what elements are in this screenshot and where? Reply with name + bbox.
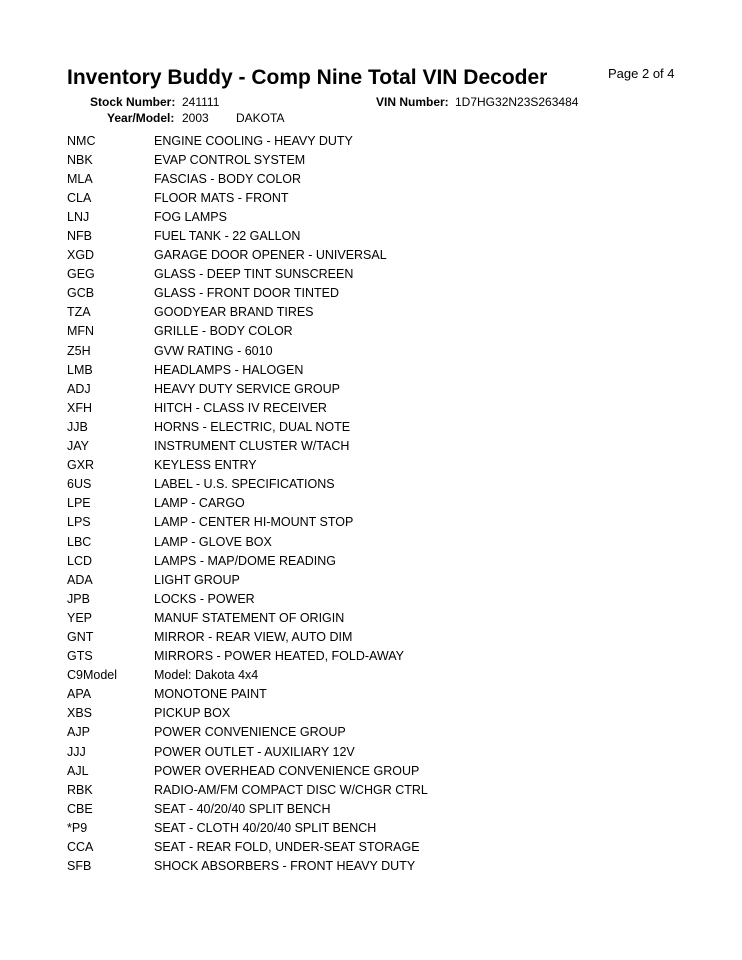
option-code: LCD	[67, 553, 93, 568]
option-code-list	[67, 131, 428, 876]
option-code: CCA	[67, 840, 94, 855]
option-code: GXR	[67, 458, 95, 473]
option-description: ENGINE COOLING - HEAVY DUTY	[154, 133, 353, 148]
option-description: LAMP - CARGO	[154, 496, 245, 511]
option-description: HEADLAMPS - HALOGEN	[154, 362, 304, 377]
option-code: MLA	[67, 171, 93, 186]
option-code: YEP	[67, 610, 93, 625]
option-row	[67, 265, 428, 284]
vin-number-label: VIN Number:	[376, 95, 449, 109]
option-description: LAMP - CENTER HI-MOUNT STOP	[154, 515, 354, 530]
option-code: CBE	[67, 801, 93, 816]
option-description: LAMP - GLOVE BOX	[154, 534, 272, 549]
option-description: HORNS - ELECTRIC, DUAL NOTE	[154, 419, 351, 434]
option-description: FLOOR MATS - FRONT	[154, 190, 289, 205]
option-description: GARAGE DOOR OPENER - UNIVERSAL	[154, 248, 387, 263]
option-description: RADIO-AM/FM COMPACT DISC W/CHGR CTRL	[154, 782, 428, 797]
option-row	[67, 475, 428, 494]
option-code: XBS	[67, 706, 93, 721]
option-row	[67, 799, 428, 818]
option-row	[67, 780, 428, 799]
option-code: LBC	[67, 534, 92, 549]
option-code: Z5H	[67, 343, 91, 358]
option-code: NMC	[67, 133, 96, 148]
option-code: NBK	[67, 152, 93, 167]
option-description: PICKUP BOX	[154, 706, 231, 721]
option-code: LNJ	[67, 209, 90, 224]
option-code: XGD	[67, 248, 95, 263]
option-row	[67, 589, 428, 608]
option-row	[67, 857, 428, 876]
option-row	[67, 761, 428, 780]
option-description: INSTRUMENT CLUSTER W/TACH	[154, 439, 350, 454]
option-description: MIRRORS - POWER HEATED, FOLD-AWAY	[154, 649, 405, 664]
option-row	[67, 666, 428, 685]
option-code: LPS	[67, 515, 91, 530]
option-description: GRILLE - BODY COLOR	[154, 324, 293, 339]
option-row	[67, 437, 428, 456]
option-row	[67, 341, 428, 360]
option-description: MONOTONE PAINT	[154, 687, 267, 702]
option-row	[67, 131, 428, 150]
option-code: MFN	[67, 324, 95, 339]
option-code: APA	[67, 687, 92, 702]
option-row	[67, 303, 428, 322]
option-description: SEAT - REAR FOLD, UNDER-SEAT STORAGE	[154, 840, 420, 855]
option-description: GVW RATING - 6010	[154, 343, 273, 358]
option-description: SEAT - 40/20/40 SPLIT BENCH	[154, 801, 331, 816]
option-code: JJB	[67, 419, 88, 434]
option-description: LIGHT GROUP	[154, 572, 240, 587]
option-code: NFB	[67, 229, 92, 244]
page-number: Page 2 of 4	[608, 66, 675, 81]
option-description: HEAVY DUTY SERVICE GROUP	[154, 381, 340, 396]
option-description: GLASS - DEEP TINT SUNSCREEN	[154, 267, 354, 282]
option-description: SHOCK ABSORBERS - FRONT HEAVY DUTY	[154, 859, 416, 874]
option-code: SFB	[67, 859, 92, 874]
option-row	[67, 322, 428, 341]
year-value: 2003	[182, 111, 209, 125]
option-code: CLA	[67, 190, 92, 205]
option-description: EVAP CONTROL SYSTEM	[154, 152, 306, 167]
option-row	[67, 818, 428, 837]
option-row	[67, 627, 428, 646]
option-description: GOODYEAR BRAND TIRES	[154, 305, 314, 320]
option-row	[67, 150, 428, 169]
model-value: DAKOTA	[236, 111, 285, 125]
option-code: XFH	[67, 400, 92, 415]
option-row	[67, 226, 428, 245]
document-title: Inventory Buddy - Comp Nine Total VIN Decoder	[67, 66, 548, 89]
option-code: AJP	[67, 725, 90, 740]
option-row	[67, 513, 428, 532]
option-code: JPB	[67, 591, 90, 606]
option-code: JAY	[67, 439, 89, 454]
vin-number-value: 1D7HG32N23S263484	[455, 95, 579, 109]
option-description: FOG LAMPS	[154, 209, 227, 224]
option-code: ADJ	[67, 381, 91, 396]
option-description: SEAT - CLOTH 40/20/40 SPLIT BENCH	[154, 820, 377, 835]
option-description: POWER OVERHEAD CONVENIENCE GROUP	[154, 763, 420, 778]
option-description: Model: Dakota 4x4	[154, 668, 259, 683]
option-code: ADA	[67, 572, 93, 587]
option-code: AJL	[67, 763, 89, 778]
option-row	[67, 494, 428, 513]
option-row	[67, 647, 428, 666]
option-description: LOCKS - POWER	[154, 591, 255, 606]
option-description: FASCIAS - BODY COLOR	[154, 171, 302, 186]
option-row	[67, 207, 428, 226]
option-description: GLASS - FRONT DOOR TINTED	[154, 286, 339, 301]
option-row	[67, 532, 428, 551]
option-row	[67, 685, 428, 704]
option-row	[67, 608, 428, 627]
option-code: GNT	[67, 629, 94, 644]
option-row	[67, 837, 428, 856]
option-description: POWER OUTLET - AUXILIARY 12V	[154, 744, 355, 759]
option-description: MIRROR - REAR VIEW, AUTO DIM	[154, 629, 353, 644]
option-description: LAMPS - MAP/DOME READING	[154, 553, 336, 568]
option-code: TZA	[67, 305, 91, 320]
option-description: MANUF STATEMENT OF ORIGIN	[154, 610, 345, 625]
option-row	[67, 284, 428, 303]
option-row	[67, 169, 428, 188]
option-code: C9Model	[67, 668, 118, 683]
option-row	[67, 360, 428, 379]
option-row	[67, 551, 428, 570]
option-description: HITCH - CLASS IV RECEIVER	[154, 400, 327, 415]
option-code: GTS	[67, 649, 93, 664]
option-description: LABEL - U.S. SPECIFICATIONS	[154, 477, 335, 492]
option-code: GCB	[67, 286, 95, 301]
option-row	[67, 570, 428, 589]
stock-number-value: 241111	[182, 95, 220, 109]
option-description: POWER CONVENIENCE GROUP	[154, 725, 346, 740]
option-description: KEYLESS ENTRY	[154, 458, 257, 473]
option-row	[67, 723, 428, 742]
option-code: LPE	[67, 496, 91, 511]
option-row	[67, 188, 428, 207]
option-row	[67, 417, 428, 436]
option-row	[67, 246, 428, 265]
year-model-label: Year/Model:	[107, 111, 175, 125]
option-row	[67, 456, 428, 475]
option-row	[67, 398, 428, 417]
option-code: RBK	[67, 782, 93, 797]
option-code: *P9	[67, 820, 88, 835]
option-row	[67, 704, 428, 723]
option-code: JJJ	[67, 744, 86, 759]
option-code: 6US	[67, 477, 92, 492]
option-row	[67, 742, 428, 761]
stock-number-label: Stock Number:	[90, 95, 176, 109]
option-row	[67, 379, 428, 398]
option-code: LMB	[67, 362, 93, 377]
option-description: FUEL TANK - 22 GALLON	[154, 229, 301, 244]
option-code: GEG	[67, 267, 95, 282]
